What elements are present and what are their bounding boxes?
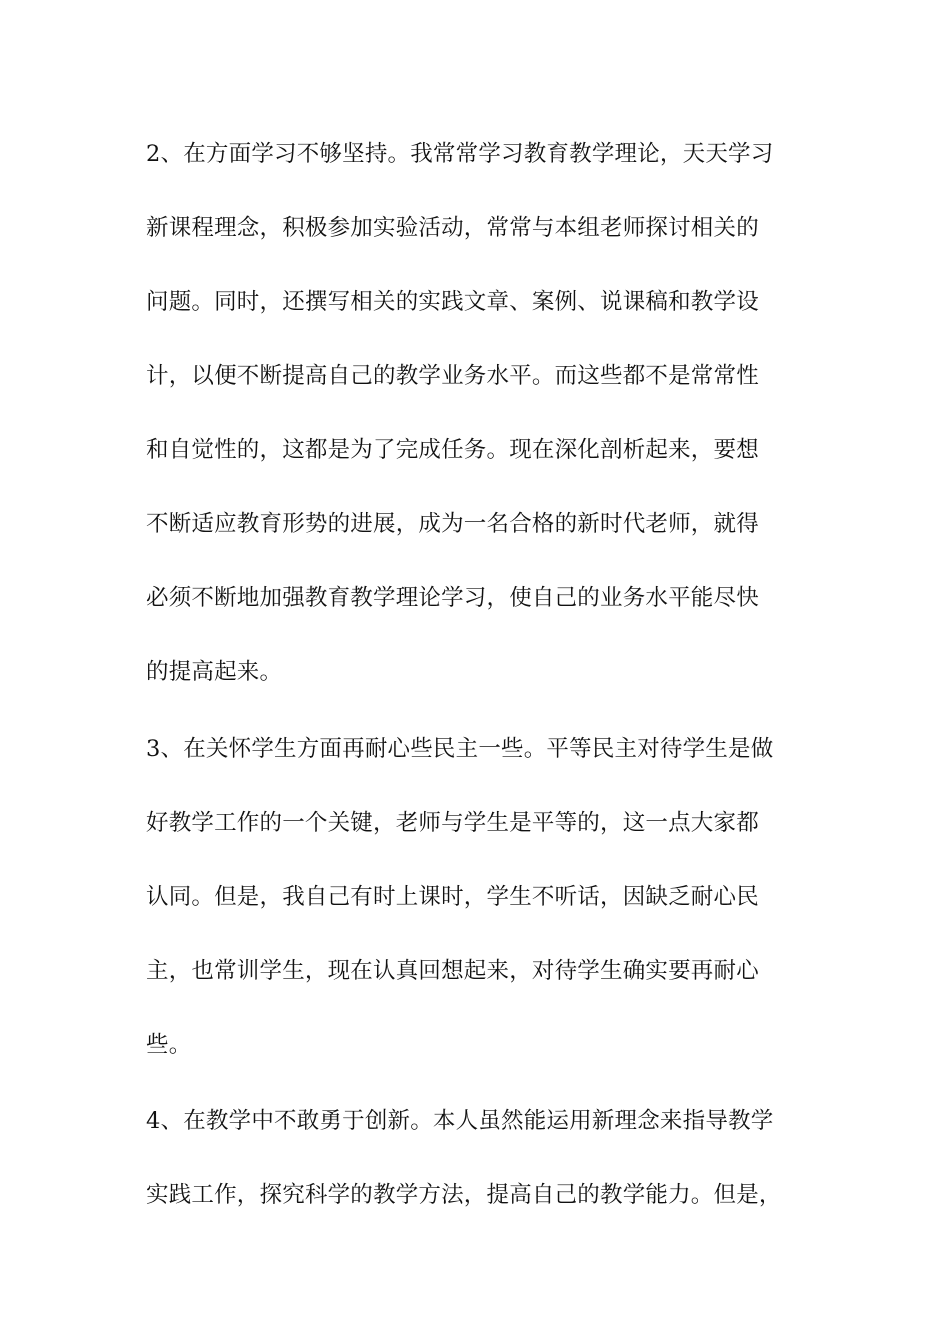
paragraph-3-line-5: 些。 — [146, 1032, 192, 1058]
paragraph-4-line-1: 4、在教学中不敢勇于创新。本人虽然能运用新理念来指导教学 — [146, 1108, 774, 1134]
paragraph-2-line-2: 新课程理念，积极参加实验活动，常常与本组老师探讨相关的 — [146, 215, 759, 241]
paragraph-2-line-7: 必须不断地加强教育教学理论学习，使自己的业务水平能尽快 — [146, 585, 759, 611]
paragraph-3-line-4: 主，也常训学生，现在认真回想起来，对待学生确实要再耐心 — [146, 958, 759, 984]
paragraph-2-line-4: 计，以便不断提高自己的教学业务水平。而这些都不是常常性 — [146, 363, 759, 389]
paragraph-4-line-2: 实践工作，探究科学的教学方法，提高自己的教学能力。但是， — [146, 1182, 782, 1208]
paragraph-2-line-6: 不断适应教育形势的进展，成为一名合格的新时代老师，就得 — [146, 511, 759, 537]
paragraph-3-line-1: 3、在关怀学生方面再耐心些民主一些。平等民主对待学生是做 — [146, 736, 774, 762]
paragraph-2-line-8: 的提高起来。 — [146, 659, 283, 685]
paragraph-3-line-3: 认同。但是，我自己有时上课时，学生不听话，因缺乏耐心民 — [146, 884, 759, 910]
paragraph-2-line-1: 2、在方面学习不够坚持。我常常学习教育教学理论，天天学习 — [146, 141, 774, 167]
paragraph-2-line-5: 和自觉性的，这都是为了完成任务。现在深化剖析起来，要想 — [146, 437, 759, 463]
paragraph-2-line-3: 问题。同时，还撰写相关的实践文章、案例、说课稿和教学设 — [146, 289, 759, 315]
paragraph-3-line-2: 好教学工作的一个关键，老师与学生是平等的，这一点大家都 — [146, 810, 759, 836]
